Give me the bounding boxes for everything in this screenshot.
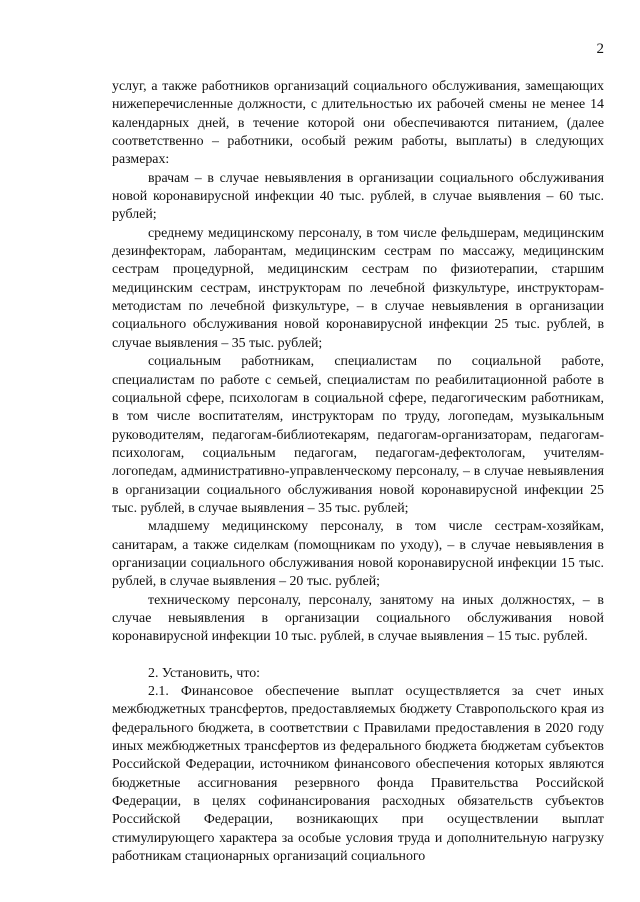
paragraph-section-2-1: 2.1. Финансовое обеспечение выплат осуществляется за счет иных межбюджетных трансфертов, предоставляемых бюджету Ставропольского края из федерального бюджета, в соответствии с Правилами предоставления в 2020 году иных межбюджетных трансфертов из федерального бюджета бюджетам субъектов Российской Федерации, источником финансового обеспечения которых являются бюджетные ассигнования резервного фонда Правительства Российской Федерации, в целях софинансирования расходных обязательств субъектов Российской Федерации, возникающих при осуществлении выплат стимулирующего характера за особые условия труда и дополнительную нагрузку работникам стационарных организаций социального [112,684,604,865]
paragraph-junior-medical-staff: младшему медицинскому персоналу, в том числе сестрам-хозяйкам, санитарам, а также сиделкам (помощникам по уходу), – в случае невыявления в организации социального обслуживания новой коронавирусной инфекции 15 тыс. рублей, в случае выявления – 20 тыс. рублей; [112,519,604,590]
paragraph-mid-medical-staff: среднему медицинскому персоналу, в том числе фельдшерам, медицинским дезинфекторам, лаборантам, медицинским сестрам по массажу, медицинским сестрам процедурной, медицинским сестрам по физиотерапии, старшим медицинским сестрам, инструкторам по лечебной физкультуре, инструкторам-методистам по лечебной физкультуре, – в случае невыявления в организации социального обслуживания новой коронавирусной инфекции 25 тыс. рублей, в случае выявления – 35 тыс. рублей; [112,225,604,351]
paragraph-technical-staff: техническому персоналу, персоналу, занятому на иных должностях, – в случае невыявления в организации социального обслуживания новой коронавирусной инфекции 10 тыс. рублей, в случае выявления – 15 тыс. рублей. [112,592,604,645]
page-number: 2 [596,41,604,57]
document-body [112,78,604,866]
paragraph-section-2-heading: 2. Установить, что: [148,665,261,681]
paragraph-doctors: врачам – в случае невыявления в организации социального обслуживания новой коронавирусной инфекции 40 тыс. рублей, в случае выявления – 60 тыс. рублей; [112,170,604,223]
paragraph-continuation: услуг, а также работников организаций социального обслуживания, замещающих нижеперечисленные должности, с длительностью их рабочей смены не менее 14 календарных дней, в течение которой они обеспечиваются питанием, (далее соответственно – работники, особый режим работы, выплаты) в следующих размерах: [112,79,604,168]
paragraph-social-workers: социальным работникам, специалистам по социальной работе, специалистам по работе с семьей, специалистам по реабилитационной работе в социальной сфере, психологам в социальной сфере, педагогическим работникам, в том числе воспитателям, инструкторам по труду, логопедам, музыкальным руководителям, педагогам-библиотекарям, педагогам-организаторам, педагогам-психологам, социальным педагогам, педагогам-дефектологам, учителям-логопедам, административно-управленческому персоналу, – в случае невыявления в организации социального обслуживания новой коронавирусной инфекции 25 тыс. рублей, в случае выявления – 35 тыс. рублей; [112,354,604,516]
